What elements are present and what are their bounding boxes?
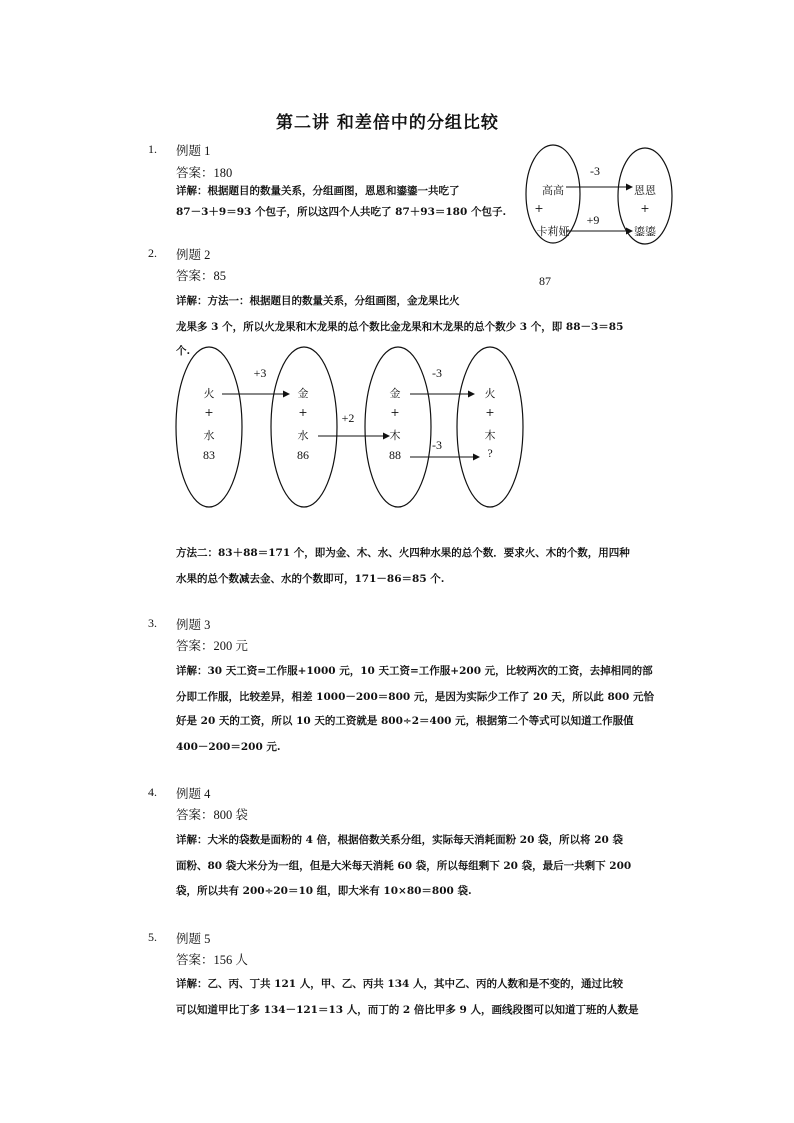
detail-line: 87－3＋9＝93 个包子，所以这四个人共吃了 87＋93＝180 个包子. xyxy=(176,206,507,218)
oval-label: + xyxy=(485,406,495,419)
section-number: 3. xyxy=(148,616,157,630)
oval-label: ? xyxy=(487,446,493,460)
detail-line: 详解：大米的袋数是面粉的 4 倍，根据倍数关系分组，实际每天消耗面粉 20 袋，所以将 20 袋 xyxy=(176,834,623,846)
section-answer: 答案：800 袋 xyxy=(176,808,248,822)
section-heading: 例题 2 xyxy=(176,248,211,262)
detail-line: 袋，所以共有 200÷20＝10 组，即大米有 10×80＝800 袋. xyxy=(176,885,472,897)
diagram-total: 87 xyxy=(539,274,551,288)
page-title: 第二讲 和差倍中的分组比较 xyxy=(276,113,499,133)
section-answer: 答案：200 元 xyxy=(176,639,248,653)
section-heading: 例题 1 xyxy=(176,144,211,158)
method2-line: 水果的总个数减去金、水的个数即可，171－86＝85 个. xyxy=(176,573,445,585)
oval-label: + xyxy=(204,406,214,419)
oval-label: 火 xyxy=(484,387,496,400)
section-heading: 例题 5 xyxy=(176,932,211,946)
oval-label: + xyxy=(390,406,400,419)
detail-line: 面粉、80 袋大米分为一组，但是大米每天消耗 60 袋，所以每组剩下 20 袋，最后一共剩下 200 xyxy=(176,860,632,872)
section-heading: 例题 3 xyxy=(176,618,211,632)
section-number: 2. xyxy=(148,246,157,260)
arrow-label: -3 xyxy=(590,164,600,178)
section-answer: 答案：180 xyxy=(176,166,233,180)
arrow-label: +3 xyxy=(253,366,267,380)
detail-line: 详解：方法一：根据题目的数量关系，分组画图，金龙果比火 xyxy=(176,295,460,307)
detail-line: 可以知道甲比丁多 134－121＝13 人，而丁的 2 倍比甲多 9 人，画线段图可以知道丁班的人数是 xyxy=(176,1004,639,1016)
detail-line: 详解：乙、丙、丁共 121 人，甲、乙、丙共 134 人，其中乙、丙的人数和是不变的，通过比较 xyxy=(176,978,623,990)
oval-label: 86 xyxy=(297,448,309,462)
section-number: 5. xyxy=(148,930,157,944)
section-heading: 例题 4 xyxy=(176,787,211,801)
arrow-label: -3 xyxy=(432,366,442,380)
detail-line: 400－200＝200 元. xyxy=(176,741,281,753)
oval-label: 83 xyxy=(203,448,215,462)
oval-label: + xyxy=(640,202,650,215)
oval-label: 木 xyxy=(389,429,401,442)
oval-label: 火 xyxy=(203,387,215,400)
section-number: 1. xyxy=(148,142,157,156)
oval-label: + xyxy=(298,406,308,419)
method2-line: 方法二：83＋88＝171 个，即为金、木、水、火四种水果的总个数．要求火、木的个数，用四种 xyxy=(176,547,630,559)
oval-label: 恩恩 xyxy=(634,184,656,197)
detail-line: 详解：30 天工资=工作服+1000 元，10 天工资=工作服+200 元，比较两次的工资，去掉相同的部 xyxy=(176,665,653,677)
arrow-label: -3 xyxy=(432,438,442,452)
oval-label: 金 xyxy=(297,387,309,400)
arrow-label: +2 xyxy=(341,411,355,425)
oval-label: 水 xyxy=(203,429,215,442)
detail-line: 龙果多 3 个，所以火龙果和木龙果的总个数比金龙果和木龙果的总个数少 3 个，即 88－3＝85 xyxy=(176,321,624,333)
oval-label: 木 xyxy=(484,429,496,442)
oval-label: 金 xyxy=(389,387,401,400)
oval-label: 88 xyxy=(389,448,401,462)
arrow-label: +9 xyxy=(586,213,600,227)
oval-label: + xyxy=(534,202,544,215)
detail-line: 好是 20 天的工资，所以 10 天的工资就是 800÷2＝400 元，根据第二个等式可以知道工作服值 xyxy=(176,715,634,727)
detail-line: 详解：根据题目的数量关系，分组画图，恩恩和鎏鎏一共吃了 xyxy=(176,185,460,197)
oval-label: 鎏鎏 xyxy=(634,225,656,238)
detail-line: 个. xyxy=(176,345,191,357)
section-number: 4. xyxy=(148,785,157,799)
oval-label: 水 xyxy=(297,429,309,442)
detail-line: 分即工作服，比较差异，相差 1000－200＝800 元，是因为实际少工作了 20 天，所以此 800 元恰 xyxy=(176,691,655,703)
section-answer: 答案：85 xyxy=(176,269,227,283)
oval-label: 高高 xyxy=(542,184,564,197)
section-answer: 答案：156 人 xyxy=(176,953,248,967)
oval-label: 卡莉娅 xyxy=(536,225,570,238)
